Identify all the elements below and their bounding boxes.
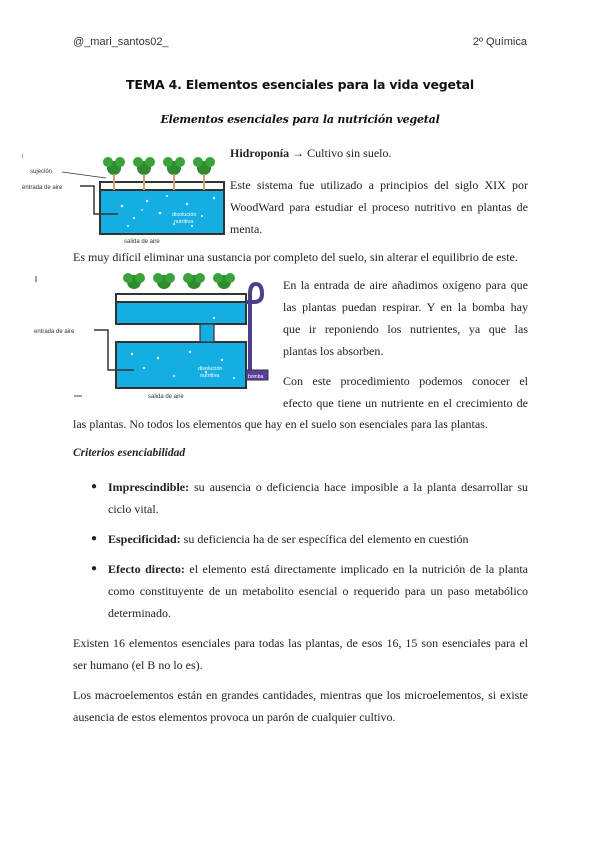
fig1-label-salida: salida de aire bbox=[124, 239, 160, 245]
procedimiento-line-1: Con este procedimiento podemos conocer el bbox=[283, 374, 528, 388]
fig2-label-bomba: bomba bbox=[248, 374, 264, 380]
procedimiento-line-3: las plantas. No todos los elementos que hay en el suelo son esenciales para las plantas. bbox=[73, 417, 488, 431]
paragraph-dificil: Es muy difícil eliminar una sustancia por completo del suelo, sin alterar el equilibrio de este. bbox=[73, 250, 518, 264]
author-handle: @_mari_santos02_ bbox=[73, 36, 169, 48]
criterio-term: Efecto directo: bbox=[108, 562, 185, 576]
criterio-term: Especificidad: bbox=[108, 532, 181, 546]
criterios-heading: Criterios esenciabilidad bbox=[73, 447, 186, 459]
criterio-efecto-directo bbox=[108, 558, 528, 580]
page-title: TEMA 4. Elementos esenciales para la vida vegetal bbox=[126, 77, 474, 92]
section-subtitle: Elementos esenciales para la nutrición vegetal bbox=[160, 113, 440, 126]
fig1-label-nutritiva: nutritiva bbox=[174, 219, 194, 225]
aire-line-1: En la entrada de aire añadimos oxígeno para que bbox=[283, 278, 528, 292]
criterio-efecto-line-3: determinado. bbox=[108, 606, 171, 620]
fig2-label-nutritiva: nutritiva bbox=[200, 373, 220, 379]
hidroponia-definition bbox=[230, 142, 391, 164]
criterio-text: el elemento está directamente implicado en la nutrición de la planta bbox=[189, 562, 528, 576]
hidroponia-def: Cultivo sin suelo. bbox=[307, 146, 392, 160]
hidroponia-line-2: WoodWard para estudiar el proceso nutritivo en plantas de bbox=[230, 200, 528, 214]
esenciales-line-1: Existen 16 elementos esenciales para todas las plantas, de esos 16, 15 son esenciales para el bbox=[73, 636, 528, 650]
hidroponia-line-3: menta. bbox=[230, 222, 263, 236]
hidroponia-line-1: Este sistema fue utilizado a principios del siglo XIX por bbox=[230, 178, 528, 192]
fig2-label-entrada: entrada de aire bbox=[34, 329, 75, 335]
fig1-label-sujecion: sujeción bbox=[30, 169, 53, 175]
fig2-label-salida: salida de aire bbox=[148, 394, 184, 400]
criterio-term: Imprescindible: bbox=[108, 480, 190, 494]
criterio-text: su deficiencia ha de ser específica del elemento en cuestión bbox=[183, 532, 469, 546]
hidroponia-term: Hidroponía bbox=[230, 146, 290, 160]
fig2-label-disolucion: disolución bbox=[198, 366, 223, 372]
hydroponics-diagram-2 bbox=[34, 272, 272, 402]
bullet-dot: ● bbox=[91, 563, 98, 574]
aire-line-3: que ir reponiendo los nutrientes, ya que las bbox=[283, 322, 528, 336]
procedimiento-line-2: efecto que tiene un nutriente en el crecimiento de bbox=[283, 396, 528, 410]
bullet-dot: ● bbox=[91, 481, 98, 492]
hydroponics-diagram-1 bbox=[22, 146, 227, 246]
criterio-efecto-line-2: como constituyente de un metabolito esencial o requerido para un paso metabólico bbox=[108, 584, 528, 598]
hidroponia-arrow: → bbox=[292, 146, 305, 160]
esenciales-line-2: ser humano (el B no lo es). bbox=[73, 658, 203, 672]
criterio-text: su ausencia o deficiencia hace imposible a la planta desarrollar su bbox=[194, 480, 529, 494]
criterio-especificidad bbox=[108, 528, 469, 550]
aire-line-2: las plantas puedan respirar. Y en la bomba hay bbox=[283, 300, 528, 314]
macro-line-2: ausencia de estos elementos provoca un parón de cualquier cultivo. bbox=[73, 710, 396, 724]
aire-line-4: plantas los absorben. bbox=[283, 344, 384, 358]
fig1-label-entrada: entrada de aire bbox=[22, 185, 63, 191]
macro-line-1: Los macroelementos están en grandes cantidades, mientras que los microelementos, si existe bbox=[73, 688, 528, 702]
fig1-label-disolucion: disolución bbox=[172, 212, 197, 218]
course-label: 2º Química bbox=[472, 36, 527, 48]
bullet-dot: ● bbox=[91, 533, 98, 544]
criterio-imprescindible-line-2: ciclo vital. bbox=[108, 502, 159, 516]
criterio-imprescindible bbox=[108, 476, 528, 498]
